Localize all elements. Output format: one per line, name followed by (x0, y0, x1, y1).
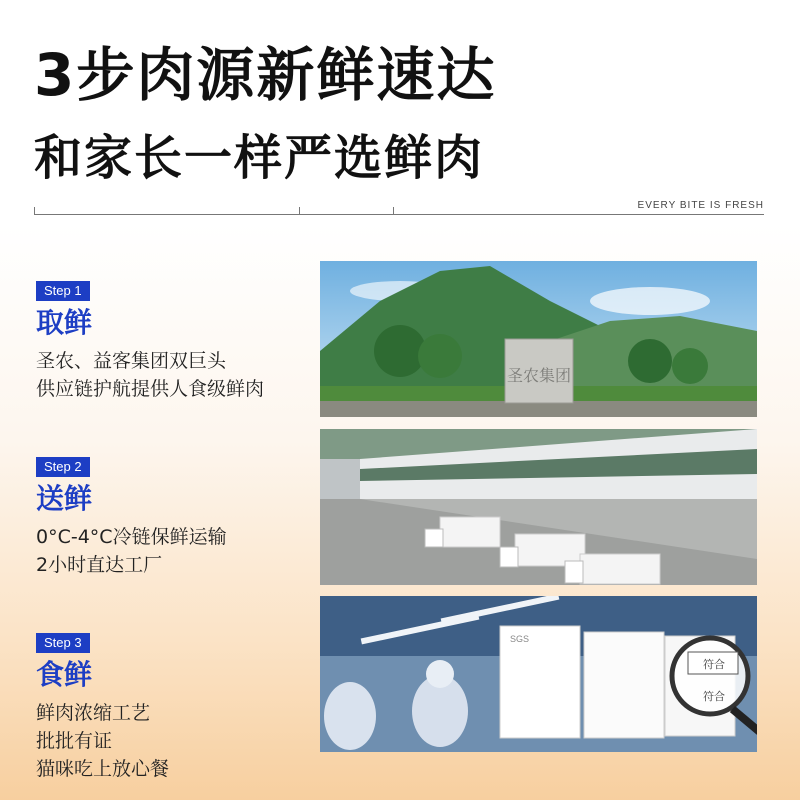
cold-chain-photo (320, 429, 757, 585)
factory-photo (320, 596, 757, 752)
step-3 (36, 632, 316, 783)
step-desc-line: 圣农、益客集团双巨头 (36, 350, 227, 372)
step-desc-line: 鲜肉浓缩工艺 (36, 702, 151, 724)
step-desc-line: 0°C-4°C冷链保鲜运输 (36, 526, 227, 548)
step-1 (36, 280, 316, 403)
step-desc-line: 猫咪吃上放心餐 (36, 758, 170, 780)
step-desc-line: 2小时直达工厂 (36, 554, 163, 576)
step-title: 送鲜 (36, 482, 93, 515)
step-badge: Step 1 (36, 281, 90, 301)
stamp-text-top: 符合 (703, 658, 725, 671)
step-badge: Step 3 (36, 633, 90, 653)
step-badge: Step 2 (36, 457, 90, 477)
farm-sign-text: 圣农集团 (506, 366, 572, 385)
step-title: 食鲜 (36, 658, 93, 691)
stamp-text-bottom: 符合 (703, 690, 725, 703)
step-title: 取鲜 (36, 306, 93, 339)
farm-photo (320, 261, 757, 417)
step-desc-line: 批批有证 (36, 730, 113, 752)
divider-tick (299, 207, 300, 215)
step-2 (36, 456, 316, 579)
divider-tick (34, 207, 35, 215)
cert-label: SGS (510, 634, 530, 644)
page-title: 3步肉源新鲜速达 (34, 41, 497, 109)
page-subtitle: 和家长一样严选鲜肉 (34, 130, 485, 186)
divider-tick (393, 207, 394, 215)
step-desc-line: 供应链护航提供人食级鲜肉 (36, 378, 265, 400)
divider-line (34, 214, 764, 215)
tagline: EVERY BITE IS FRESH (637, 200, 764, 211)
